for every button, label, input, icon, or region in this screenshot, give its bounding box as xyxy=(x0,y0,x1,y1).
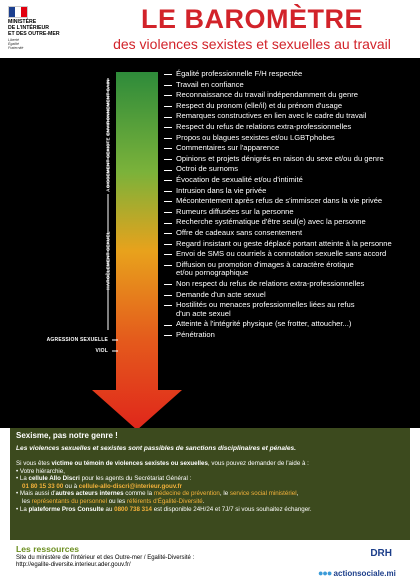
info-text: autres acteurs internes xyxy=(55,490,124,498)
info-text: référents d'Égalité-Diversité xyxy=(126,497,203,505)
ministry-line: ET DES OUTRE-MER xyxy=(8,30,60,37)
barometer-item-text: Demande d'un acte sexuel xyxy=(176,289,266,299)
item-dash xyxy=(164,127,172,128)
barometer-item xyxy=(164,208,294,217)
item-dash xyxy=(164,117,172,118)
motto-line: Égalité xyxy=(8,42,19,47)
barometer-item xyxy=(164,218,366,227)
info-text: ou les xyxy=(106,497,127,505)
barometer-item xyxy=(164,229,302,238)
info-box xyxy=(10,428,410,540)
barometer-item xyxy=(164,102,342,111)
info-title: Sexisme, pas notre genre ! xyxy=(16,431,118,440)
barometer-item xyxy=(164,291,266,300)
resources-title: Les ressources xyxy=(16,544,80,554)
barometer-item xyxy=(164,70,302,79)
barometer-item xyxy=(164,155,384,164)
category-agissement-sexiste: AGISSEMENT SEXISTE xyxy=(105,137,111,192)
barometer-item-text: Diffusion ou promotion d'images à caractère érotique et/ou pornographique xyxy=(176,259,354,278)
barometer-item xyxy=(164,250,386,259)
actionsociale-logo xyxy=(318,568,396,578)
info-text: , vous pouvez demander de l'aide à : xyxy=(207,460,309,467)
info-text: victime ou témoin de violences sexistes ou sexuelles xyxy=(51,460,208,467)
barometer-item xyxy=(164,176,303,185)
barometer-item xyxy=(164,134,335,143)
barometer-item-text: Remarques constructives en lien avec le cadre du travail xyxy=(176,111,367,121)
actionsociale-label: actionsociale.mi xyxy=(333,569,396,578)
item-dash xyxy=(164,95,172,96)
barometer-item-text: Envoi de SMS ou courriels à connotation sexuelle sans accord xyxy=(176,249,387,259)
barometer-item xyxy=(164,240,392,249)
item-dash xyxy=(164,106,172,107)
info-text: service social ministériel xyxy=(229,490,297,498)
category-harcelement-sexuel: HARCÈLEMENT SEXUEL xyxy=(105,231,111,290)
people-icon: ●●● xyxy=(318,568,332,578)
barometer-item xyxy=(164,144,279,153)
resources-url-link[interactable]: http://egalite-diversite.interieur.ader.gouv.fr/ xyxy=(16,562,131,568)
allo-discri-phone[interactable]: 01 80 15 33 00 xyxy=(22,482,64,490)
ministry-line: MINISTÈRE xyxy=(8,19,37,25)
barometer-item-text: Commentaires sur l'apparence xyxy=(176,143,280,153)
item-dash xyxy=(164,223,172,224)
barometer-item xyxy=(164,320,351,329)
drh-label: DRH xyxy=(370,548,392,559)
item-dash xyxy=(164,191,172,192)
info-text: au xyxy=(103,505,115,513)
barometer-item-text: Respect du refus de relations extra-professionnelles xyxy=(176,122,352,131)
barometer-item-text: Non respect du refus de relations extra-professionnelles xyxy=(176,279,365,288)
drh-logo xyxy=(370,548,392,559)
info-intro: Les violences sexuelles et sexistes sont passibles de sanctions disciplinaires et pénales. xyxy=(16,445,296,452)
barometer-item xyxy=(164,165,238,174)
item-dash xyxy=(164,138,172,139)
item-dash xyxy=(164,265,172,266)
info-text: , xyxy=(296,490,299,498)
info-text: pour les agents du Secrétariat Général : xyxy=(79,475,192,483)
barometer-item xyxy=(164,112,366,121)
info-text: • Votre hiérarchie, xyxy=(16,467,65,475)
barometer-item xyxy=(164,280,364,289)
info-text: . xyxy=(202,497,205,505)
barometer-item-text: Travail en confiance xyxy=(176,79,244,89)
allo-discri-email-link[interactable]: cellule-allo-discri@interieur.gouv.fr xyxy=(78,482,183,490)
item-dash xyxy=(164,212,172,213)
motto-line: Liberté xyxy=(8,38,19,43)
info-text: est disponible 24H/24 et 7J/7 si vous souhaitez échanger. xyxy=(151,505,312,513)
info-text: cellule Allo Discri xyxy=(28,475,80,483)
barometer-item-text: Hostilités ou menaces professionnelles liées au refus d'un acte sexuel xyxy=(176,300,355,318)
category-environnement-sain: ENVIRONNEMENT SAIN xyxy=(105,79,111,136)
barometer-item xyxy=(164,81,244,90)
info-text: • La xyxy=(16,475,29,483)
info-text: comme la xyxy=(123,490,154,498)
page-subtitle: des violences sexistes et sexuelles au travail xyxy=(113,36,391,52)
item-dash xyxy=(164,148,172,149)
info-text: représentants du personnel xyxy=(31,497,107,505)
info-text: • Mais aussi d' xyxy=(16,490,56,498)
info-text: , le xyxy=(219,490,230,498)
item-dash xyxy=(164,295,172,296)
barometer-item-text: Recherche systématique d'être seul(e) avec la personne xyxy=(176,217,366,227)
barometer-item-text: Offre de cadeaux sans consentement xyxy=(176,228,303,237)
partner-logos xyxy=(318,548,414,578)
barometer-item xyxy=(164,301,355,318)
barometer-item-text: Respect du pronom (elle/il) et du prénom d'usage xyxy=(176,100,343,110)
barometer-item-text: Intrusion dans la vie privée xyxy=(176,185,267,195)
barometer-item-text: Mécontentement après refus de s'immiscer dans la vie privée xyxy=(176,196,383,206)
info-text: ou à xyxy=(63,482,79,490)
barometer-item xyxy=(164,91,358,100)
barometer-item-text: Rumeurs diffusées sur la personne xyxy=(176,206,294,216)
barometer-item xyxy=(164,187,266,196)
item-dash xyxy=(164,159,172,160)
item-dash xyxy=(164,284,172,285)
item-dash xyxy=(164,305,172,306)
motto-line: Fraternité xyxy=(8,46,24,51)
barometer-item-text: Reconnaissance du travail indépendamment du genre xyxy=(176,90,358,100)
info-text: les xyxy=(22,497,32,505)
item-dash xyxy=(164,74,172,75)
item-dash xyxy=(164,201,172,202)
barometer-item-text: Regard insistant ou geste déplacé portant atteinte à la personne xyxy=(176,238,392,248)
info-text: plateforme Pros Consulte xyxy=(28,505,104,513)
pros-consulte-phone[interactable]: 0800 738 314 xyxy=(114,505,152,513)
barometer-item xyxy=(164,123,351,132)
barometer-item-text: Atteinte à l'intégrité physique (se frotter, attoucher...) xyxy=(176,319,352,329)
item-dash xyxy=(164,254,172,255)
barometer-item-text: Pénétration xyxy=(176,330,215,339)
page-title: LE BAROMÈTRE xyxy=(141,4,363,34)
barometer-item xyxy=(164,331,215,340)
barometer-item-text: Propos ou blagues sexistes et/ou LGBTphobes xyxy=(176,132,335,142)
info-text: médecine de prévention xyxy=(153,490,220,498)
barometer-item-text: Opinions et projets dénigrés en raison du sexe et/ou du genre xyxy=(176,153,384,163)
barometer-item xyxy=(164,197,382,206)
item-dash xyxy=(164,335,172,336)
item-dash xyxy=(164,85,172,86)
category-viol: VIOL xyxy=(95,348,108,354)
resources-section xyxy=(16,544,276,568)
barometer-item xyxy=(164,261,354,278)
barometer-item-text: Octroi de surnoms xyxy=(176,164,239,174)
item-dash xyxy=(164,233,172,234)
info-text: • La xyxy=(16,505,29,513)
category-agression-sexuelle: AGRESSION SEXUELLE xyxy=(46,337,108,343)
ministry-line: DE L'INTÉRIEUR xyxy=(8,24,50,31)
barometer-item-text: Égalité professionnelle F/H respectée xyxy=(176,69,303,78)
item-dash xyxy=(164,180,172,181)
resources-text: Site du ministère de l'Intérieur et des Outre-mer / Egalité-Diversité : xyxy=(16,555,195,561)
item-dash xyxy=(164,325,172,326)
info-text: Si vous êtes xyxy=(16,460,52,467)
item-dash xyxy=(164,170,172,171)
item-dash xyxy=(164,244,172,245)
barometer-item-text: Évocation de sexualité et/ou d'intimité xyxy=(176,175,303,184)
info-body xyxy=(16,460,406,513)
